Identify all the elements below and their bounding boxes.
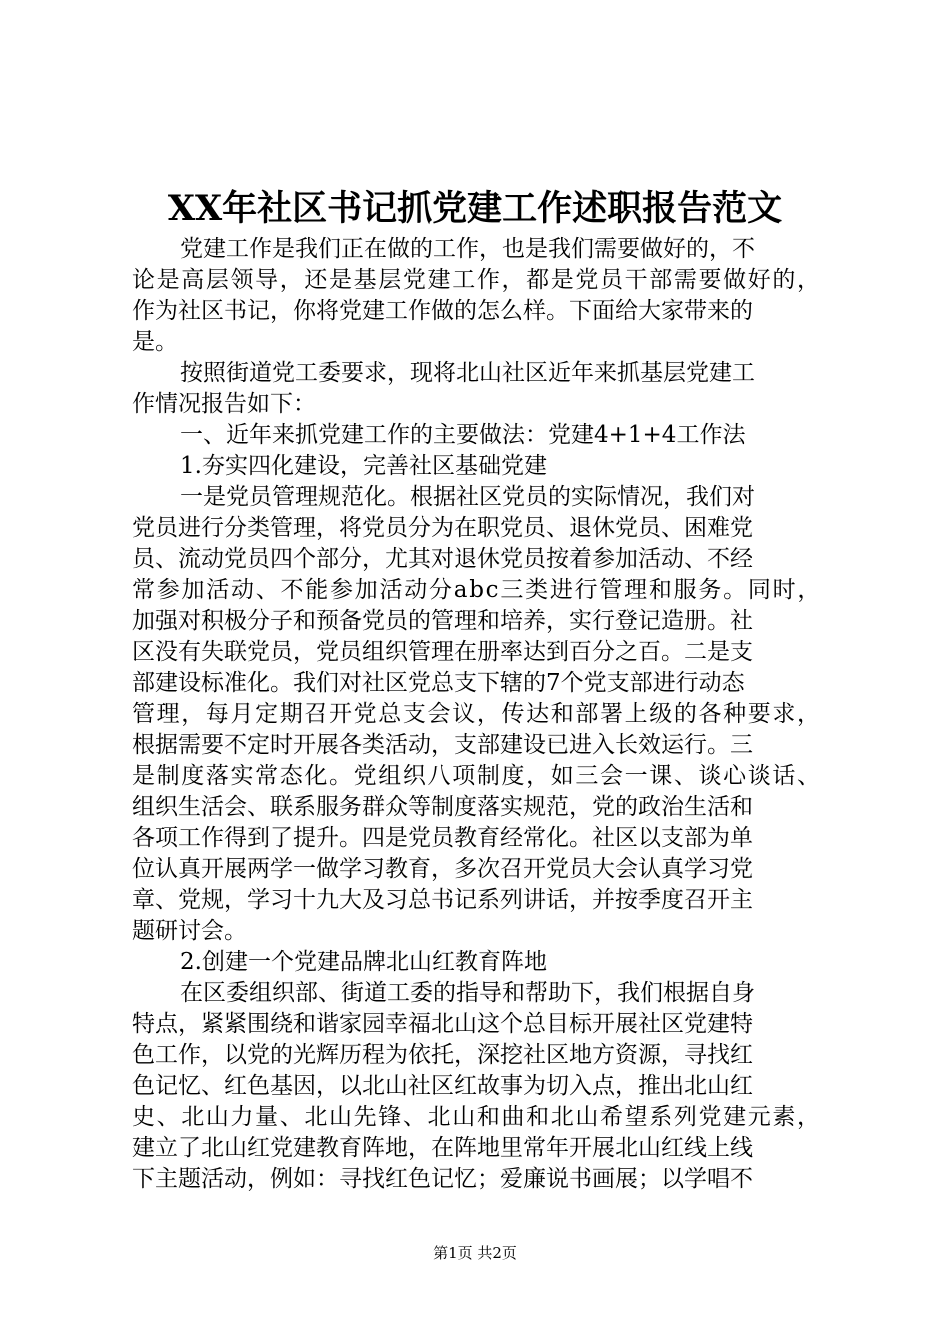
document-body: [132, 234, 823, 1195]
body-text-line: 建立了北山红党建教育阵地，在阵地里常年开展北山红线上线: [132, 1135, 753, 1161]
document-title: XX年社区书记抓党建工作述职报告范文: [167, 188, 783, 229]
body-text-line: 下主题活动，例如：寻找红色记忆；爱廉说书画展；以学唱不: [132, 1166, 753, 1192]
body-text-line: 2.创建一个党建品牌北山红教育阵地: [180, 949, 547, 975]
body-text-line: 一是党员管理规范化。根据社区党员的实际情况，我们对: [180, 484, 755, 510]
body-text-line: 各项工作得到了提升。四是党员教育经常化。社区以支部为单: [132, 825, 753, 851]
body-text-line: 一、近年来抓党建工作的主要做法：党建4+1+4工作法: [180, 422, 746, 448]
body-text-line: 题研讨会。: [132, 918, 247, 944]
body-text-line: 色记忆、红色基因，以北山社区红故事为切入点，推出北山红: [132, 1073, 753, 1099]
body-text-line: 1.夯实四化建设，完善社区基础党建: [180, 453, 547, 479]
body-text-line: 位认真开展两学一做学习教育，多次召开党员大会认真学习党: [132, 856, 753, 882]
body-text-line: 部建设标准化。我们对社区党总支下辖的7个党支部进行动态: [132, 670, 745, 696]
body-text-line: 常参加活动、不能参加活动分abc三类进行管理和服务。同时，: [132, 577, 823, 603]
body-text-line: 作情况报告如下：: [132, 391, 316, 417]
body-text-line: 根据需要不定时开展各类活动，支部建设已进入长效运行。三: [132, 732, 753, 758]
body-text-line: 党建工作是我们正在做的工作，也是我们需要做好的，不: [180, 236, 755, 262]
body-text-line: 作为社区书记，你将党建工作做的怎么样。下面给大家带来的: [132, 298, 753, 324]
body-text-line: 特点，紧紧围绕和谐家园幸福北山这个总目标开展社区党建特: [132, 1011, 753, 1037]
body-text-line: 色工作，以党的光辉历程为依托，深挖社区地方资源，寻找红: [132, 1042, 753, 1068]
body-text-line: 党员进行分类管理，将党员分为在职党员、退休党员、困难党: [132, 515, 753, 541]
body-text-line: 加强对积极分子和预备党员的管理和培养，实行登记造册。社: [132, 608, 753, 634]
body-text-line: 论是高层领导，还是基层党建工作，都是党员干部需要做好的，: [132, 267, 822, 293]
body-text-line: 是制度落实常态化。党组织八项制度，如三会一课、谈心谈话、: [132, 763, 822, 789]
body-text-line: 史、北山力量、北山先锋、北山和曲和北山希望系列党建元素，: [132, 1104, 822, 1130]
body-text-line: 按照街道党工委要求，现将北山社区近年来抓基层党建工: [180, 360, 755, 386]
body-text-line: 章、党规，学习十九大及习总书记系列讲话，并按季度召开主: [132, 887, 753, 913]
body-text-line: 区没有失联党员，党员组织管理在册率达到百分之百。二是支: [132, 639, 753, 665]
body-text-line: 员、流动党员四个部分，尤其对退休党员按着参加活动、不经: [132, 546, 753, 572]
page-footer: 第1页 共2页: [433, 1244, 517, 1262]
body-text-line: 管理，每月定期召开党总支会议，传达和部署上级的各种要求，: [132, 701, 822, 727]
body-text-line: 是。: [132, 329, 178, 355]
body-text-line: 在区委组织部、街道工委的指导和帮助下，我们根据自身: [180, 980, 755, 1006]
body-text-line: 组织生活会、联系服务群众等制度落实规范，党的政治生活和: [132, 794, 753, 820]
